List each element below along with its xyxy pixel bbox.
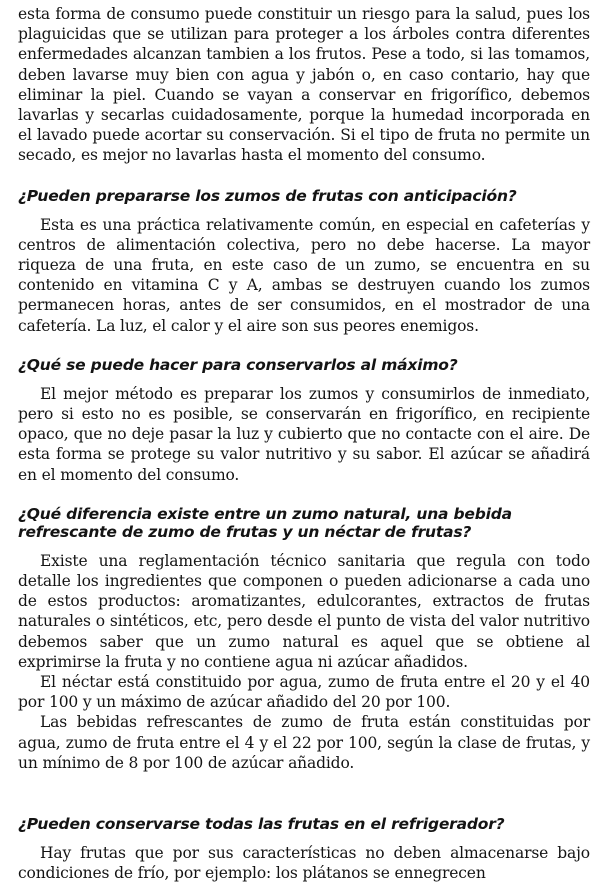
paragraph-nectar: El néctar está constituido por agua, zumo de fruta entre el 20 y el 40 por 100 y un máximo de azúcar añadido del 20 por 100. — [18, 673, 590, 712]
heading-zumos-anticipacion: ¿Pueden prepararse los zumos de frutas con anticipación? — [18, 186, 517, 205]
heading-diferencia-zumo-nectar: ¿Qué diferencia existe entre un zumo natural, una bebida refrescante de zumo de frutas y un néctar de frutas? — [18, 504, 512, 541]
heading-conservar-maximo: ¿Qué se puede hacer para conservarlos al máximo? — [18, 355, 458, 374]
paragraph-zumos-anticipacion: Esta es una práctica relativamente común, en especial en cafeterías y centros de alimentación colectiva, pero no debe hacerse. La mayor riqueza de una fruta, en este caso de un zumo, se encuentra en su contenido en vitamina C y A, ambas se destruyen cuando los zumos permanecen horas, antes de ser consumidos, en el mostrador de una cafetería. La luz, el calor y el aire son sus peores enemigos. — [18, 215, 590, 335]
paragraph-refrigerador: Hay frutas que por sus características no deben almacenarse bajo condiciones de frío, por ejemplo: los plátanos se ennegrecen — [18, 844, 590, 883]
paragraph-bebidas-refrescantes: Las bebidas refrescantes de zumo de fruta están constituidas por agua, zumo de fruta entre el 4 y el 22 por 100, según la clase de frutas, y un mínimo de 8 por 100 de azúcar añadido. — [18, 713, 590, 772]
paragraph-reglamentacion: Existe una reglamentación técnico sanitaria que regula con todo detalle los ingredientes que componen o pueden adicionarse a cada uno de estos productos: aromatizantes, edulcorantes, extractos de frutas naturales o sintéticos, etc, pero desde el punto de vista del valor nutritivo debemos saber que un zumo natural es aquel que se obtiene al exprimirse la fruta y no contiene agua ni azúcar añadidos. — [18, 551, 590, 671]
document-page — [18, 4, 590, 884]
heading-refrigerador: ¿Pueden conservarse todas las frutas en el refrigerador? — [18, 815, 505, 834]
paragraph-conservar-maximo: El mejor método es preparar los zumos y consumirlos de inmediato, pero si esto no es posible, se conservarán en frigorífico, en recipiente opaco, que no deje pasar la luz y cubierto que no contacte con el aire. De esta forma se protege su valor nutritivo y su sabor. El azúcar se añadirá en el momento del consumo. — [18, 384, 590, 484]
intro-paragraph: esta forma de consumo puede constituir un riesgo para la salud, pues los plaguicidas que se utilizan para proteger a los árboles contra diferentes enfermedades alcanzan tambien a los frutos. Pese a todo, si las tomamos, deben lavarse muy bien con agua y jabón o, en caso contario, hay que eliminar la piel. Cuando se vayan a conservar en frigorífico, debemos lavarlas y secarlas cuidadosamente, porque la humedad incorporada en el lavado puede acortar su conservación. Si el tipo de fruta no permite un secado, es mejor no lavarlas hasta el momento del consumo. — [18, 5, 590, 165]
